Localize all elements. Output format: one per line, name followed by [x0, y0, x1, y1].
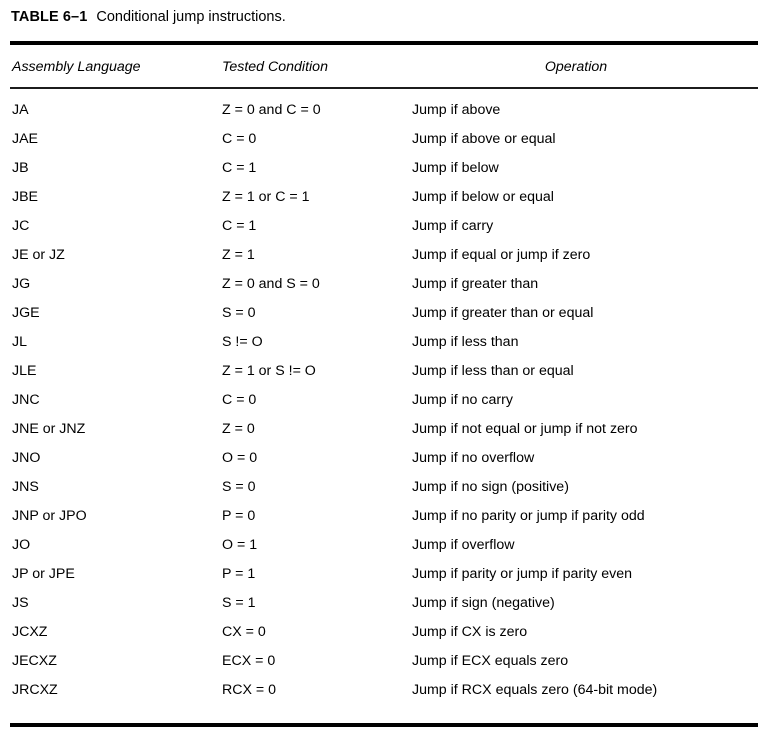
cell-assembly-language: JNC: [12, 392, 40, 408]
cell-assembly-language: JP or JPE: [12, 566, 75, 582]
cell-operation: Jump if below or equal: [412, 189, 554, 205]
cell-assembly-language: JNP or JPO: [12, 508, 87, 524]
cell-operation: Jump if no sign (positive): [412, 479, 569, 495]
table-rule-top: [10, 41, 758, 45]
column-header-tested-condition: Tested Condition: [222, 59, 328, 75]
table-row: [0, 183, 768, 212]
cell-operation: Jump if RCX equals zero (64-bit mode): [412, 682, 658, 698]
cell-tested-condition: S = 0: [222, 305, 256, 321]
cell-assembly-language: JC: [12, 218, 30, 234]
cell-assembly-language: JECXZ: [12, 653, 57, 669]
table-row: [0, 386, 768, 415]
table-row: [0, 328, 768, 357]
table-rule-bottom: [10, 723, 758, 727]
table-caption-label: TABLE 6–1: [11, 9, 88, 25]
cell-assembly-language: JS: [12, 595, 29, 611]
table-row: [0, 96, 768, 125]
table-row: [0, 357, 768, 386]
cell-assembly-language: JRCXZ: [12, 682, 58, 698]
cell-tested-condition: P = 1: [222, 566, 256, 582]
cell-operation: Jump if less than or equal: [412, 363, 574, 379]
table-row: [0, 154, 768, 183]
cell-operation: Jump if parity or jump if parity even: [412, 566, 632, 582]
cell-tested-condition: O = 0: [222, 450, 258, 466]
cell-tested-condition: Z = 1 or C = 1: [222, 189, 310, 205]
cell-tested-condition: S != O: [222, 334, 263, 350]
cell-tested-condition: S = 0: [222, 479, 256, 495]
cell-tested-condition: C = 1: [222, 160, 257, 176]
cell-tested-condition: Z = 0: [222, 421, 255, 437]
cell-operation: Jump if no overflow: [412, 450, 535, 466]
cell-assembly-language: JLE: [12, 363, 37, 379]
cell-operation: Jump if not equal or jump if not zero: [412, 421, 638, 437]
column-header-assembly-language: Assembly Language: [12, 59, 141, 75]
cell-operation: Jump if above or equal: [412, 131, 556, 147]
cell-assembly-language: JE or JZ: [12, 247, 65, 263]
column-header-operation: Operation: [544, 59, 608, 75]
cell-assembly-language: JAE: [12, 131, 39, 147]
cell-assembly-language: JNS: [12, 479, 39, 495]
cell-operation: Jump if above: [412, 102, 501, 118]
table-rule-header: [10, 87, 758, 89]
cell-assembly-language: JL: [12, 334, 27, 350]
table-row: [0, 618, 768, 647]
cell-assembly-language: JO: [12, 537, 31, 553]
cell-operation: Jump if less than: [412, 334, 519, 350]
cell-tested-condition: C = 1: [222, 218, 257, 234]
table-row: [0, 270, 768, 299]
cell-assembly-language: JBE: [12, 189, 39, 205]
cell-tested-condition: O = 1: [222, 537, 258, 553]
table-row: [0, 502, 768, 531]
cell-operation: Jump if sign (negative): [412, 595, 555, 611]
table-row: [0, 415, 768, 444]
table-row: [0, 676, 768, 705]
cell-tested-condition: S = 1: [222, 595, 256, 611]
table-row: [0, 241, 768, 270]
table-row: [0, 560, 768, 589]
table-row: [0, 589, 768, 618]
table-row: [0, 531, 768, 560]
cell-tested-condition: Z = 0 and S = 0: [222, 276, 320, 292]
cell-tested-condition: C = 0: [222, 131, 257, 147]
table-caption: [11, 8, 286, 26]
table-row: [0, 125, 768, 154]
cell-operation: Jump if greater than or equal: [412, 305, 594, 321]
table-row: [0, 473, 768, 502]
cell-operation: Jump if no carry: [412, 392, 513, 408]
cell-assembly-language: JB: [12, 160, 29, 176]
cell-operation: Jump if below: [412, 160, 499, 176]
table-row: [0, 444, 768, 473]
cell-operation: Jump if CX is zero: [412, 624, 528, 640]
cell-tested-condition: Z = 0 and C = 0: [222, 102, 321, 118]
cell-operation: Jump if equal or jump if zero: [412, 247, 591, 263]
cell-tested-condition: ECX = 0: [222, 653, 276, 669]
cell-operation: Jump if overflow: [412, 537, 515, 553]
cell-assembly-language: JNE or JNZ: [12, 421, 86, 437]
cell-tested-condition: CX = 0: [222, 624, 266, 640]
cell-operation: Jump if greater than: [412, 276, 539, 292]
cell-assembly-language: JG: [12, 276, 31, 292]
cell-tested-condition: P = 0: [222, 508, 256, 524]
cell-tested-condition: Z = 1: [222, 247, 255, 263]
cell-operation: Jump if ECX equals zero: [412, 653, 569, 669]
cell-operation: Jump if no parity or jump if parity odd: [412, 508, 645, 524]
cell-operation: Jump if carry: [412, 218, 494, 234]
cell-assembly-language: JGE: [12, 305, 40, 321]
cell-tested-condition: RCX = 0: [222, 682, 277, 698]
cell-tested-condition: Z = 1 or S != O: [222, 363, 316, 379]
table-row: [0, 299, 768, 328]
cell-assembly-language: JA: [12, 102, 29, 118]
cell-assembly-language: JCXZ: [12, 624, 48, 640]
table-caption-text: Conditional jump instructions.: [96, 9, 286, 25]
cell-tested-condition: C = 0: [222, 392, 257, 408]
cell-assembly-language: JNO: [12, 450, 41, 466]
table-row: [0, 647, 768, 676]
table-row: [0, 212, 768, 241]
